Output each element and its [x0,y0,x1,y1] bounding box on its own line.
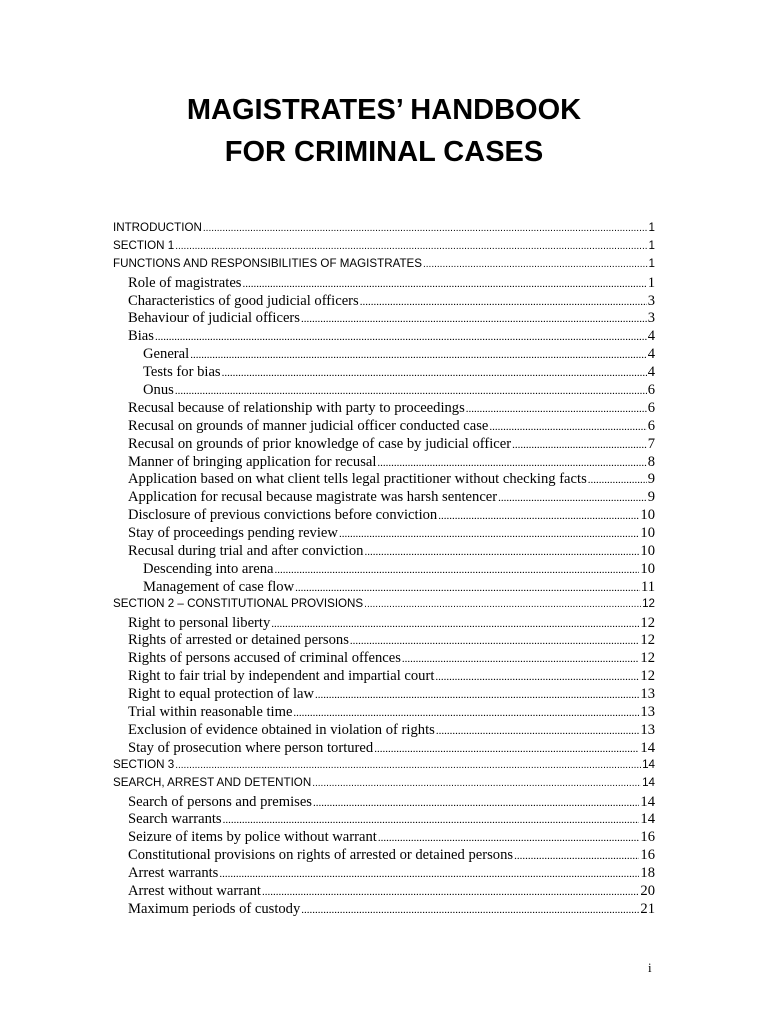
toc-entry-page: 7 [647,435,655,452]
toc-entry-page: 11 [640,578,655,595]
toc-entry-title: Application for recusal because magistrate was harsh sentencer [128,489,498,506]
toc-entry-page: 4 [647,346,655,363]
toc-entry-title: Recusal during trial and after conviction [128,543,364,560]
toc-entry-title: Recusal on grounds of prior knowledge of case by judicial officer [128,435,512,452]
toc-entry [113,382,655,400]
toc-entry-page: 10 [640,507,655,524]
toc-entry-title: Application based on what client tells legal practitioner without checking facts [128,471,587,488]
toc-entry-page: 1 [648,256,655,270]
toc-dot-leader [315,689,639,701]
toc-entry-title: Recusal on grounds of manner judicial officer conducted case [128,417,489,434]
toc-entry-title: Right to fair trial by independent and impartial court [128,668,435,685]
toc-entry [113,293,655,311]
toc-dot-leader [514,850,639,862]
toc-entry-page: 20 [640,882,655,899]
toc-entry-page: 14 [640,811,655,828]
toc-entry-title: SEARCH, ARREST AND DETENTION [113,775,312,789]
toc-entry-title: Search of persons and premises [128,793,312,810]
toc-entry-page: 4 [647,364,655,381]
toc-entry-title: Role of magistrates [128,274,242,291]
toc-dot-leader [274,564,639,576]
toc-entry-page: 1 [647,274,655,291]
toc-entry-title: Search warrants [128,811,222,828]
toc-dot-leader [377,457,646,469]
toc-entry-page: 1 [648,238,655,252]
toc-entry [113,847,655,865]
toc-entry-title: Seizure of items by police without warrant [128,829,377,846]
toc-dot-leader [155,331,647,343]
toc-entry-page: 14 [642,775,655,789]
toc-entry [113,310,655,328]
toc-entry [113,239,655,257]
toc-entry [113,650,655,668]
toc-entry-title: Disclosure of previous convictions before conviction [128,507,438,524]
toc-entry-title: Onus [143,382,174,399]
toc-entry-title: Rights of persons accused of criminal offences [128,650,401,667]
toc-dot-leader [190,349,647,361]
toc-dot-leader [293,707,639,719]
toc-entry [113,436,655,454]
toc-dot-leader [489,421,646,433]
toc-dot-leader [498,492,647,504]
toc-entry-page: 13 [640,721,655,738]
toc-entry-title: Arrest without warrant [128,882,261,899]
toc-dot-leader [175,241,647,252]
toc-entry [113,901,655,919]
toc-entry-page: 6 [647,399,655,416]
toc-entry-title: General [143,346,190,363]
toc-entry-page: 13 [640,686,655,703]
toc-entry [113,364,655,382]
toc-dot-leader [436,725,640,737]
toc-entry-page: 3 [647,292,655,309]
document-title-line-1: MAGISTRATES’ HANDBOOK [186,94,582,126]
toc-entry-page: 1 [648,221,655,234]
toc-dot-leader [312,778,641,789]
toc-entry [113,418,655,436]
toc-dot-leader [262,886,639,898]
toc-dot-leader [295,582,640,594]
toc-entry-page: 14 [642,757,655,771]
toc-entry-title: Trial within reasonable time [128,704,293,721]
toc-entry-page: 6 [647,417,655,434]
toc-dot-leader [435,671,639,683]
toc-dot-leader [466,403,647,415]
toc-entry-page: 18 [640,865,655,882]
toc-entry-title: Behaviour of judicial officers [128,310,300,327]
toc-entry-page: 10 [640,543,655,560]
toc-entry-title: Bias [128,328,154,345]
toc-entry [113,525,655,543]
toc-entry-title: Recusal because of relationship with party to proceedings [128,399,465,416]
toc-entry-page: 16 [640,847,655,864]
toc-entry [113,794,655,812]
toc-entry-page: 21 [640,900,655,917]
toc-entry-title: Maximum periods of custody [128,900,301,917]
toc-entry-title: Manner of bringing application for recusal [128,453,377,470]
toc-entry-title: Right to equal protection of law [128,686,315,703]
toc-dot-leader [313,797,639,809]
toc-dot-leader [175,385,647,397]
toc-entry-title: Management of case flow [143,578,295,595]
toc-entry [113,632,655,650]
toc-entry [113,704,655,722]
toc-entry [113,328,655,346]
toc-entry-title: FUNCTIONS AND RESPONSIBILITIES OF MAGISTRATES [113,256,422,270]
toc-entry-title: Right to personal liberty [128,614,271,631]
toc-entry-page: 14 [640,739,655,756]
toc-dot-leader [364,599,641,610]
toc-entry-page: 14 [640,793,655,810]
toc-dot-leader [203,223,648,234]
toc-entry-page: 9 [647,471,655,488]
toc-entry-page: 12 [640,632,655,649]
toc-entry [113,454,655,472]
toc-entry [113,507,655,525]
table-of-contents [113,221,655,919]
toc-entry [113,811,655,829]
toc-dot-leader [339,528,639,540]
document-title-line-2: FOR CRIMINAL CASES [224,136,544,168]
toc-entry [113,865,655,883]
toc-entry [113,489,655,507]
toc-entry-title: Rights of arrested or detained persons [128,632,349,649]
toc-dot-leader [219,868,639,880]
toc-entry [113,722,655,740]
toc-entry-page: 3 [647,310,655,327]
toc-entry-title: Tests for bias [143,364,221,381]
toc-entry [113,668,655,686]
toc-dot-leader [175,760,641,771]
toc-dot-leader [242,278,646,290]
toc-entry [113,579,655,597]
toc-dot-leader [223,814,640,826]
toc-entry [113,561,655,579]
page-number: i [648,960,652,975]
toc-dot-leader [402,653,640,665]
toc-entry-title: SECTION 1 [113,238,175,252]
toc-entry-page: 10 [640,525,655,542]
toc-entry [113,883,655,901]
toc-entry-title: Stay of prosecution where person tortured [128,739,374,756]
toc-entry-title: Arrest warrants [128,865,219,882]
toc-dot-leader [222,367,647,379]
toc-entry [113,400,655,418]
toc-entry-title: Constitutional provisions on rights of arrested or detained persons [128,847,514,864]
toc-entry [113,829,655,847]
toc-dot-leader [271,618,639,630]
toc-entry-title: SECTION 3 [113,757,175,771]
toc-entry [113,275,655,293]
toc-entry-title: INTRODUCTION [113,221,202,234]
toc-entry-page: 4 [647,328,655,345]
toc-entry [113,776,655,794]
toc-entry [113,221,655,239]
toc-entry-title: Descending into arena [143,560,274,577]
toc-dot-leader [374,743,639,755]
toc-entry-page: 12 [640,614,655,631]
toc-entry-title: Exclusion of evidence obtained in violation of rights [128,721,435,738]
toc-entry-page: 12 [640,668,655,685]
toc-dot-leader [588,474,647,486]
toc-entry-page: 9 [647,489,655,506]
toc-dot-leader [512,439,647,451]
toc-dot-leader [364,546,639,558]
toc-entry [113,257,655,275]
toc-entry-title: Characteristics of good judicial officers [128,292,359,309]
toc-dot-leader [423,259,648,270]
toc-entry-page: 12 [642,596,655,610]
toc-dot-leader [301,313,647,325]
toc-entry-page: 13 [640,704,655,721]
toc-dot-leader [350,635,640,647]
toc-entry-page: 10 [640,560,655,577]
toc-entry [113,346,655,364]
toc-dot-leader [301,904,639,916]
toc-entry [113,543,655,561]
toc-entry [113,686,655,704]
toc-entry-page: 6 [647,382,655,399]
toc-entry [113,740,655,758]
toc-entry [113,758,655,776]
toc-entry-page: 8 [647,453,655,470]
toc-entry-page: 16 [640,829,655,846]
toc-entry-page: 12 [640,650,655,667]
toc-entry-title: Stay of proceedings pending review [128,525,338,542]
toc-entry [113,597,655,615]
toc-dot-leader [438,510,639,522]
toc-dot-leader [360,296,647,308]
toc-entry [113,615,655,633]
toc-dot-leader [378,832,640,844]
toc-entry [113,471,655,489]
toc-entry-title: SECTION 2 – CONSTITUTIONAL PROVISIONS [113,596,364,610]
